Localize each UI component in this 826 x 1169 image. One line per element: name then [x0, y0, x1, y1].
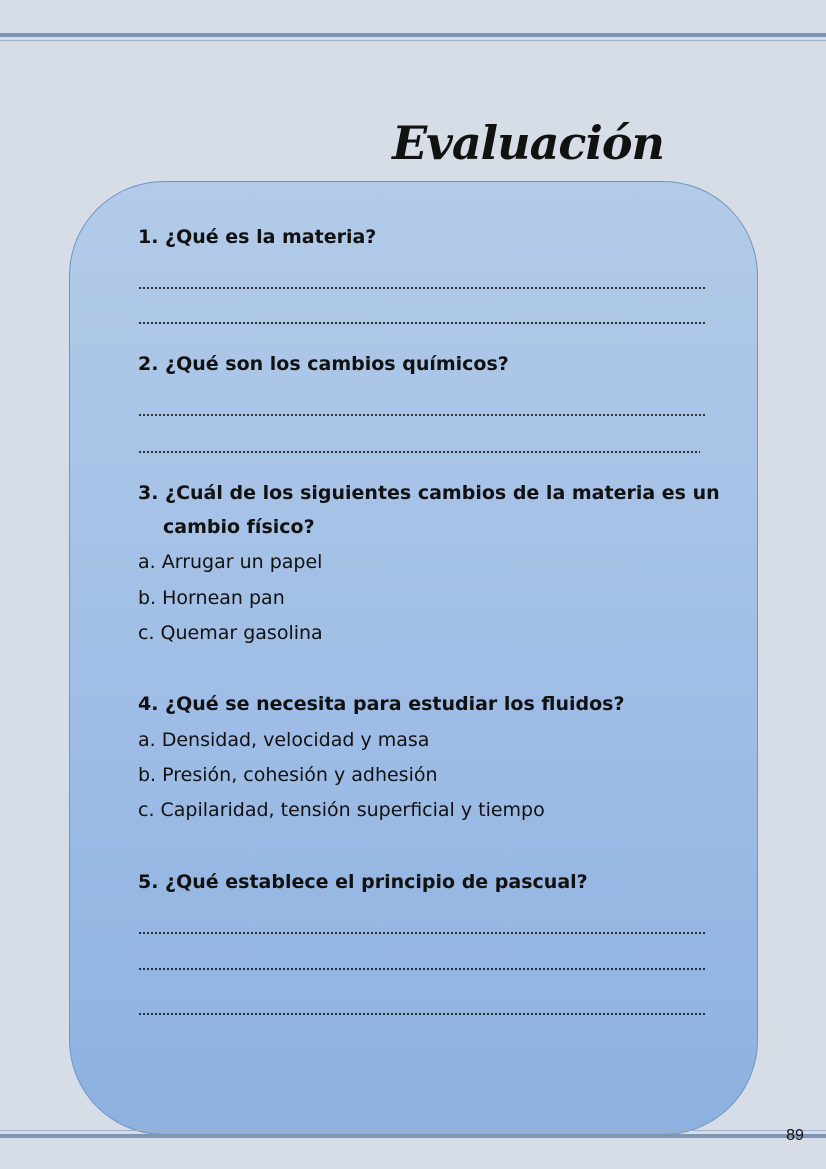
answer-line[interactable]	[138, 321, 706, 325]
answer-line[interactable]	[138, 967, 706, 971]
question-1: 1. ¿Qué es la materia?	[138, 226, 377, 248]
page-number: 89	[786, 1127, 804, 1144]
option-3c[interactable]: c. Quemar gasolina	[138, 622, 323, 644]
question-2: 2. ¿Qué son los cambios químicos?	[138, 353, 509, 375]
option-3b[interactable]: b. Hornean pan	[138, 587, 285, 609]
answer-line[interactable]	[138, 1012, 706, 1016]
answer-line[interactable]	[138, 286, 706, 290]
answer-line[interactable]	[138, 931, 706, 935]
question-3: 3. ¿Cuál de los siguientes cambios de la materia es un	[138, 482, 720, 504]
question-3-continuation: cambio físico?	[163, 516, 315, 538]
option-4a[interactable]: a. Densidad, velocidad y masa	[138, 729, 430, 751]
option-4b[interactable]: b. Presión, cohesión y adhesión	[138, 764, 438, 786]
question-5: 5. ¿Qué establece el principio de pascual?	[138, 871, 588, 893]
footer-rule-thick	[0, 1134, 826, 1138]
page-title: Evaluación	[392, 116, 664, 170]
evaluation-content	[138, 0, 720, 1169]
option-4c[interactable]: c. Capilaridad, tensión superficial y tiempo	[138, 799, 545, 821]
option-3a[interactable]: a. Arrugar un papel	[138, 551, 323, 573]
answer-line[interactable]	[138, 450, 700, 454]
question-4: 4. ¿Qué se necesita para estudiar los fluidos?	[138, 693, 625, 715]
footer-rule-thin	[0, 1130, 826, 1131]
answer-line[interactable]	[138, 413, 706, 417]
